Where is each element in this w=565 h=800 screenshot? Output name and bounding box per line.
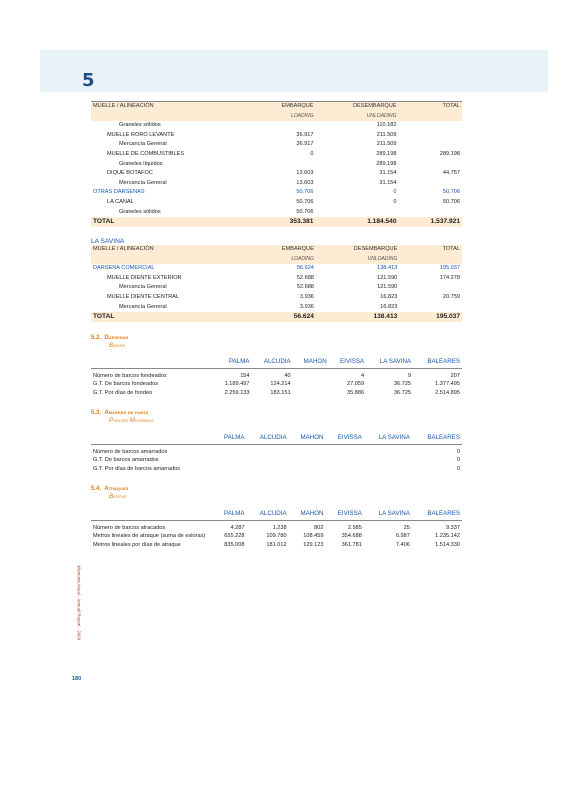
col-header: DESEMBARQUE	[353, 246, 398, 252]
port-header-row	[91, 510, 462, 520]
col-header: EMBARQUE	[281, 103, 314, 109]
table-row	[91, 465, 462, 474]
col-subheader: UNLOADING	[366, 112, 397, 119]
port-header: LA SAVINA	[364, 434, 412, 444]
table-row	[91, 274, 462, 284]
row-label: G.T. Por días de fondeo	[93, 389, 153, 396]
row-label: Número de barcos atracados	[93, 524, 166, 531]
table-header-row	[91, 102, 462, 112]
cell-value	[399, 303, 462, 313]
section-subtitle: Berths	[109, 494, 127, 500]
table-row	[91, 264, 462, 274]
cell-value: 50.706	[296, 189, 314, 196]
cell-value: 3.936	[299, 303, 314, 310]
cell-value	[364, 465, 412, 474]
cell-value: 13.603	[296, 170, 314, 177]
col-header: EMBARQUE	[281, 246, 314, 252]
cell-value	[252, 121, 315, 131]
table-row	[91, 389, 462, 398]
la-savina-table	[91, 245, 462, 322]
cell-value: 211.509	[376, 141, 397, 148]
row-label: Graneles sólidos	[119, 122, 161, 129]
sidebar-report-label	[74, 565, 84, 672]
la-savina-title: LA SAVINA	[91, 238, 125, 245]
section-subtitle: Pointed Moorings	[109, 418, 154, 424]
cell-value: 121.590	[377, 274, 398, 281]
table-row	[91, 198, 462, 208]
table-row	[91, 303, 462, 313]
header-blank	[91, 510, 213, 520]
cell-value	[399, 121, 462, 131]
table-row	[91, 150, 462, 160]
header-blank	[91, 358, 213, 368]
cell-value: 2.985	[347, 524, 362, 531]
cell-value	[247, 456, 289, 465]
cell-value: 9	[407, 372, 412, 379]
cell-value: 7.406	[395, 541, 410, 548]
cell-value	[326, 444, 364, 456]
table-row	[91, 444, 462, 456]
cell-value: 1.189.497	[224, 381, 250, 388]
cell-value	[289, 444, 326, 456]
port-header: LA SAVINA	[366, 358, 413, 368]
cell-value: 124.214	[270, 381, 291, 388]
cell-value	[213, 465, 247, 474]
row-label: DIQUE BOTAFOC	[107, 170, 153, 177]
table-row	[91, 140, 462, 150]
cell-value: 0	[456, 465, 460, 472]
cell-value: 110.182	[376, 122, 397, 129]
col-subheader: LOADING	[291, 255, 314, 262]
header-blank	[91, 434, 213, 444]
col-header: DESEMBARQUE	[353, 103, 397, 109]
table-row	[91, 121, 462, 131]
cell-value: 16.823	[380, 303, 398, 310]
table-total-row	[91, 312, 462, 322]
cell-value: 50.706	[296, 208, 314, 215]
cell-value	[315, 208, 398, 218]
table-header-row	[91, 245, 462, 255]
table-total-row	[91, 217, 462, 227]
section-number: 5.3.	[91, 410, 102, 416]
cell-value: 154	[240, 372, 250, 379]
cell-value: 138.413	[377, 265, 398, 272]
cell-value	[399, 140, 462, 150]
table-row	[91, 179, 462, 189]
row-label: Graneles líquidos	[119, 160, 163, 167]
col-subheader: UNLOADING	[367, 255, 398, 262]
cell-value: 25	[403, 524, 410, 531]
table-row	[91, 368, 462, 380]
cell-value: 1.238	[272, 524, 287, 531]
port-header: EIVISSA	[326, 510, 364, 520]
cell-value	[213, 444, 247, 456]
cell-value: 195.037	[439, 265, 460, 272]
cell-value: 129.123	[303, 541, 324, 548]
col-subheader	[91, 255, 253, 265]
cell-value: 174.278	[439, 274, 460, 281]
row-label: Número de barcos fondeados	[93, 372, 167, 379]
cell-value: 181.012	[266, 541, 287, 548]
table-row	[91, 293, 462, 303]
cell-value: 50.706	[442, 198, 460, 205]
total-value: 353.381	[289, 218, 314, 226]
sidebar-text: Memoria Anual · Annual Report · 2004	[76, 565, 82, 641]
table-row	[91, 169, 462, 179]
cell-value: 361.781	[341, 541, 362, 548]
cell-value: 52.688	[296, 274, 314, 281]
table-row	[91, 208, 462, 218]
port-header: PALMA	[213, 434, 247, 444]
col-subheader	[399, 255, 462, 265]
port-header: EIVISSA	[326, 434, 364, 444]
cell-value	[399, 131, 462, 141]
port-header: EIVISSA	[329, 358, 366, 368]
cell-value: 0	[456, 448, 460, 455]
row-label: LA CANAL	[107, 198, 134, 205]
table-subheader-row	[91, 112, 462, 122]
row-label: MUELLE RORO LEVANTE	[107, 131, 175, 138]
cell-value: 2.514.895	[435, 389, 460, 396]
table-row	[91, 188, 462, 198]
section-heading-5-4	[91, 485, 128, 501]
row-label: Metros lineales por días de atraque	[93, 541, 181, 548]
total-value: 138.413	[373, 313, 398, 321]
table-row	[91, 131, 462, 141]
cell-value: 3.936	[299, 293, 314, 300]
cell-value: 9.337	[446, 524, 460, 531]
section-number: 5.2.	[91, 335, 102, 341]
table-row	[91, 380, 462, 389]
port-header: MAHON	[289, 510, 326, 520]
cell-value	[247, 465, 289, 474]
cell-value: 0	[456, 457, 460, 464]
cell-value: 802	[314, 524, 324, 531]
cell-value	[399, 283, 462, 293]
cell-value: 108.459	[303, 533, 324, 540]
cell-value: 44.757	[442, 170, 460, 177]
cell-value	[289, 465, 326, 474]
cell-value	[364, 456, 412, 465]
cell-value: 13.603	[296, 179, 314, 186]
row-label: G.T. De barcos fondeados	[93, 381, 158, 388]
row-label: Graneles sólidos	[119, 208, 161, 215]
total-value: 56.624	[293, 313, 314, 321]
cell-value: 354.688	[341, 533, 362, 540]
section-title: Amarres de punta	[104, 410, 149, 416]
col-header: MUELLE / ALINEACIÓN	[93, 246, 154, 252]
cell-value	[213, 456, 247, 465]
cell-value: 289.198	[439, 150, 460, 157]
col-subheader: LOADING	[290, 112, 314, 119]
cell-value	[326, 465, 364, 474]
cell-value: 20.759	[442, 293, 460, 300]
table-row	[91, 456, 462, 465]
cell-value	[364, 444, 412, 456]
cell-value: 36.725	[393, 381, 412, 388]
row-label: MUELLE DIENTE CENTRAL	[107, 293, 180, 300]
cell-value: 835.008	[224, 541, 245, 548]
pointed-moorings-table	[91, 434, 462, 473]
chapter-header-band	[40, 50, 548, 92]
col-header: MUELLE / ALINEACIÓN	[93, 103, 154, 109]
cell-value: 52.688	[296, 284, 314, 291]
row-label: OTRAS DARSENAS	[93, 189, 145, 196]
port-header: BALEARES	[412, 434, 462, 444]
page-number: 180	[72, 676, 82, 682]
cell-value: 289.198	[376, 150, 397, 157]
cell-value: 289.198	[376, 160, 397, 167]
port-header: MAHON	[289, 434, 326, 444]
port-header: PALMA	[213, 358, 252, 368]
row-label: Mercancía General	[119, 284, 167, 291]
col-subheader	[91, 112, 252, 122]
cell-value: 36.917	[296, 131, 314, 138]
section-title: Dársenas	[104, 335, 129, 341]
cell-value: 1.377.495	[435, 381, 460, 388]
table-row	[91, 160, 462, 170]
cell-value: 27.059	[347, 381, 365, 388]
cell-value	[399, 160, 462, 170]
table-row	[91, 532, 462, 541]
section-heading-5-3	[91, 409, 154, 425]
cell-value	[289, 456, 326, 465]
col-subheader	[399, 112, 462, 122]
col-header: TOTAL	[442, 246, 460, 252]
section-subtitle: Basins	[109, 343, 126, 349]
cell-value	[293, 389, 329, 398]
berths-table	[91, 510, 462, 549]
row-label: Metros lineales de atraque (suma de esloras)	[93, 533, 206, 540]
cell-value: 36.725	[393, 389, 412, 396]
table-row	[91, 283, 462, 293]
cell-value	[247, 444, 289, 456]
total-value: 1.537.921	[430, 218, 460, 226]
cell-value: 211.509	[376, 131, 397, 138]
cell-value: 31.154	[379, 179, 397, 186]
cell-value: 31.154	[379, 170, 397, 177]
total-value: 195.037	[436, 313, 460, 321]
row-label: DARSENA COMERCIAL	[93, 265, 155, 272]
chapter-number: 5	[82, 70, 95, 91]
cell-value: 4	[361, 372, 365, 379]
port-header: ALCUDIA	[247, 510, 289, 520]
cell-value: 0	[393, 189, 397, 196]
cell-value: 1.235.142	[435, 533, 460, 540]
cell-value: 121.590	[377, 284, 398, 291]
row-label: Mercancía General	[119, 179, 167, 186]
table-row	[91, 541, 462, 550]
row-label: Mercancía General	[119, 303, 167, 310]
port-header: PALMA	[213, 510, 247, 520]
cell-value: 16.823	[380, 293, 398, 300]
section-title: Atraques	[104, 486, 129, 492]
cell-value: 655.228	[224, 533, 245, 540]
cell-value	[399, 179, 462, 189]
section-number: 5.4.	[91, 486, 102, 492]
cell-value: 183.151	[270, 389, 291, 396]
total-label: TOTAL	[93, 218, 115, 226]
row-label: MUELLE DE COMBUSTIBLES	[107, 150, 185, 157]
port-header: ALCUDIA	[247, 434, 289, 444]
cell-value: 1.514.330	[435, 541, 460, 548]
cell-value	[293, 380, 329, 389]
basins-table	[91, 358, 462, 397]
port-header: MAHON	[293, 358, 329, 368]
row-label: Mercancía General	[119, 141, 167, 148]
cell-value	[399, 208, 462, 218]
cell-value: 6.987	[395, 533, 410, 540]
port-header-row	[91, 434, 462, 444]
row-label: Número de barcos amarrados	[93, 448, 168, 455]
total-value: 1.184.540	[367, 218, 397, 226]
cell-value: 50.706	[442, 189, 460, 196]
cell-value: 40	[284, 372, 291, 379]
table-subheader-row	[91, 255, 462, 265]
section-heading-5-2	[91, 334, 128, 350]
cell-value: 35.886	[347, 389, 365, 396]
port-header: BALEARES	[412, 510, 462, 520]
cell-value: 207	[450, 372, 460, 379]
cell-value: 109.780	[266, 533, 287, 540]
cell-value: 0	[310, 150, 314, 157]
row-label: MUELLE DIENTE EXTERIOR	[107, 274, 182, 281]
row-label: G.T. De barcos amarrados	[93, 457, 159, 464]
port-header: BALEARES	[413, 358, 462, 368]
col-header: TOTAL	[442, 103, 460, 109]
row-label: G.T. Por días de barcos amarrados	[93, 465, 181, 472]
cell-value: 0	[393, 198, 397, 205]
cell-value: 4.287	[230, 524, 245, 531]
ibiza-berth-table	[91, 101, 462, 227]
cell-value	[293, 368, 329, 380]
port-header: ALCUDIA	[252, 358, 293, 368]
total-label: TOTAL	[93, 313, 115, 321]
cell-value: 56.624	[296, 265, 314, 272]
port-header: LA SAVINA	[364, 510, 412, 520]
table-row	[91, 520, 462, 532]
cell-value	[252, 160, 315, 170]
cell-value: 36.917	[296, 141, 314, 148]
cell-value: 2.259.133	[224, 389, 250, 396]
cell-value	[326, 456, 364, 465]
port-header-row	[91, 358, 462, 368]
cell-value: 50.706	[296, 198, 314, 205]
